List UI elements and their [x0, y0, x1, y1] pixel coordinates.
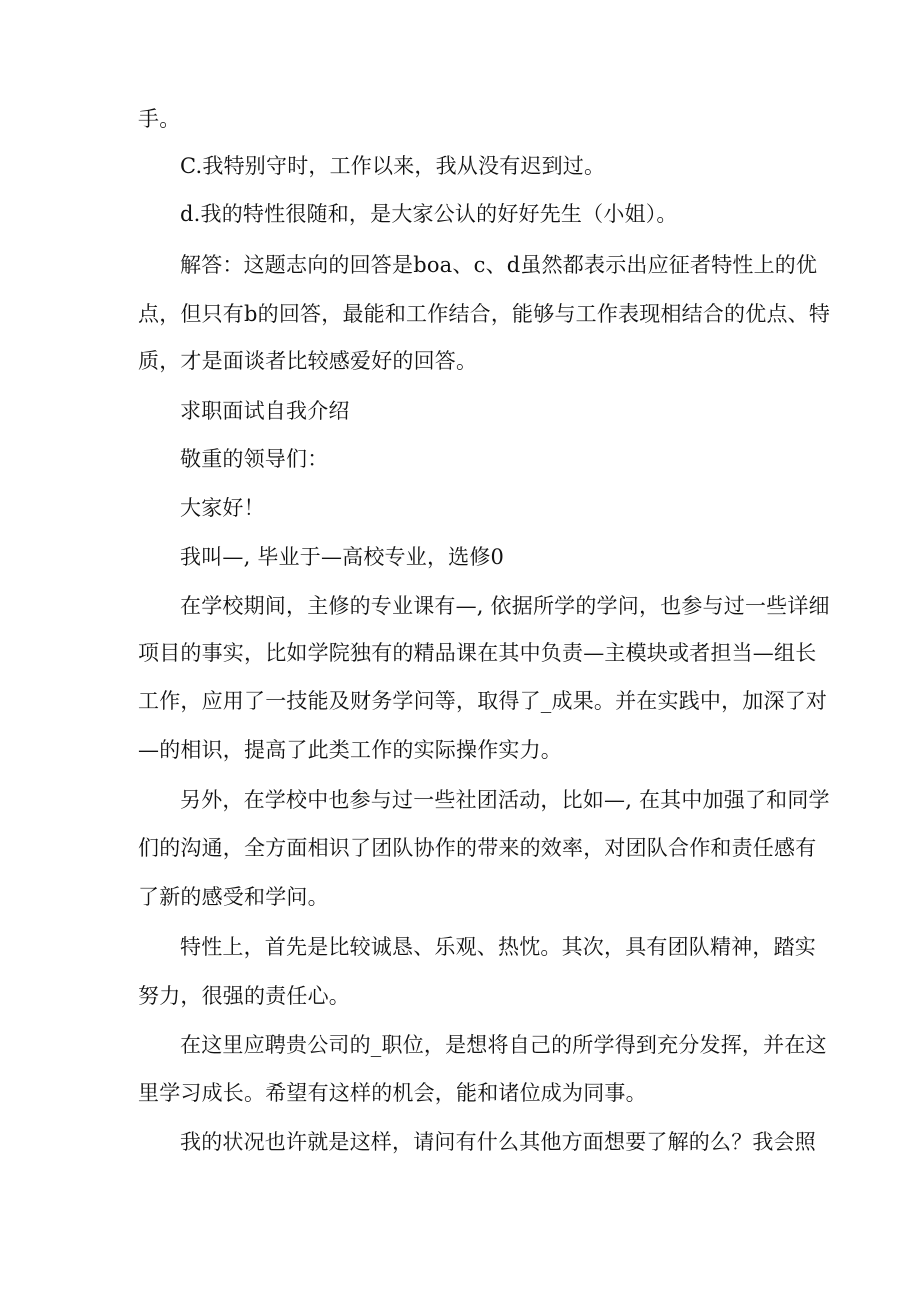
text-line: 手。	[138, 107, 181, 131]
answer-line: 质，才是面谈者比较感爱好的回答。	[138, 349, 478, 373]
paragraph-line: 项目的事实，比如学院独有的精品课在其中负责—主模块或者担当—组长	[138, 641, 817, 665]
paragraph-line: 里学习成长。希望有这样的机会，能和诸位成为同事。	[138, 1081, 647, 1105]
paragraph-line: 在学校期间，主修的专业课有—, 依据所学的学问，也参与过一些详细	[180, 594, 830, 618]
paragraph-line: 在这里应聘贵公司的_职位，是想将自己的所学得到充分发挥，并在这	[180, 1033, 827, 1057]
answer-line: 点，但只有b的回答，最能和工作结合，能够与工作表现相结合的优点、特	[138, 302, 831, 326]
paragraph-line: 了新的感受和学问。	[138, 885, 329, 909]
paragraph-line: 努力，很强的责任心。	[138, 984, 350, 1008]
option-d-line: d.我的特性很随和，是大家公认的好好先生（小姐）。	[180, 202, 678, 226]
salutation-line: 敬重的领导们：	[180, 447, 329, 471]
section-heading: 求职面试自我介绍	[180, 399, 350, 423]
greeting-line: 大家好！	[180, 496, 265, 520]
paragraph-line: —的相识，提高了此类工作的实际操作实力。	[138, 738, 562, 762]
paragraph-line: 工作，应用了一技能及财务学问等，取得了_成果。并在实践中，加深了对	[138, 689, 828, 713]
paragraph-line: 另外，在学校中也参与过一些社团活动，比如—, 在其中加强了和同学	[180, 788, 830, 812]
answer-line: 解答：这题志向的回答是boa、c、d虽然都表示出应征者特性上的优	[180, 253, 818, 277]
paragraph-line: 特性上，首先是比较诚恳、乐观、热忱。其次，具有团队精神，踏实	[180, 935, 816, 959]
intro-line: 我叫—, 毕业于—高校专业，选修0	[180, 545, 505, 569]
option-c-line: C.我特别守时，工作以来，我从没有迟到过。	[180, 154, 606, 178]
paragraph-line: 我的状况也许就是这样，请问有什么其他方面想要了解的么？我会照	[180, 1130, 816, 1154]
paragraph-line: 们的沟通，全方面相识了团队协作的带来的效率，对团队合作和责任感有	[138, 836, 817, 860]
